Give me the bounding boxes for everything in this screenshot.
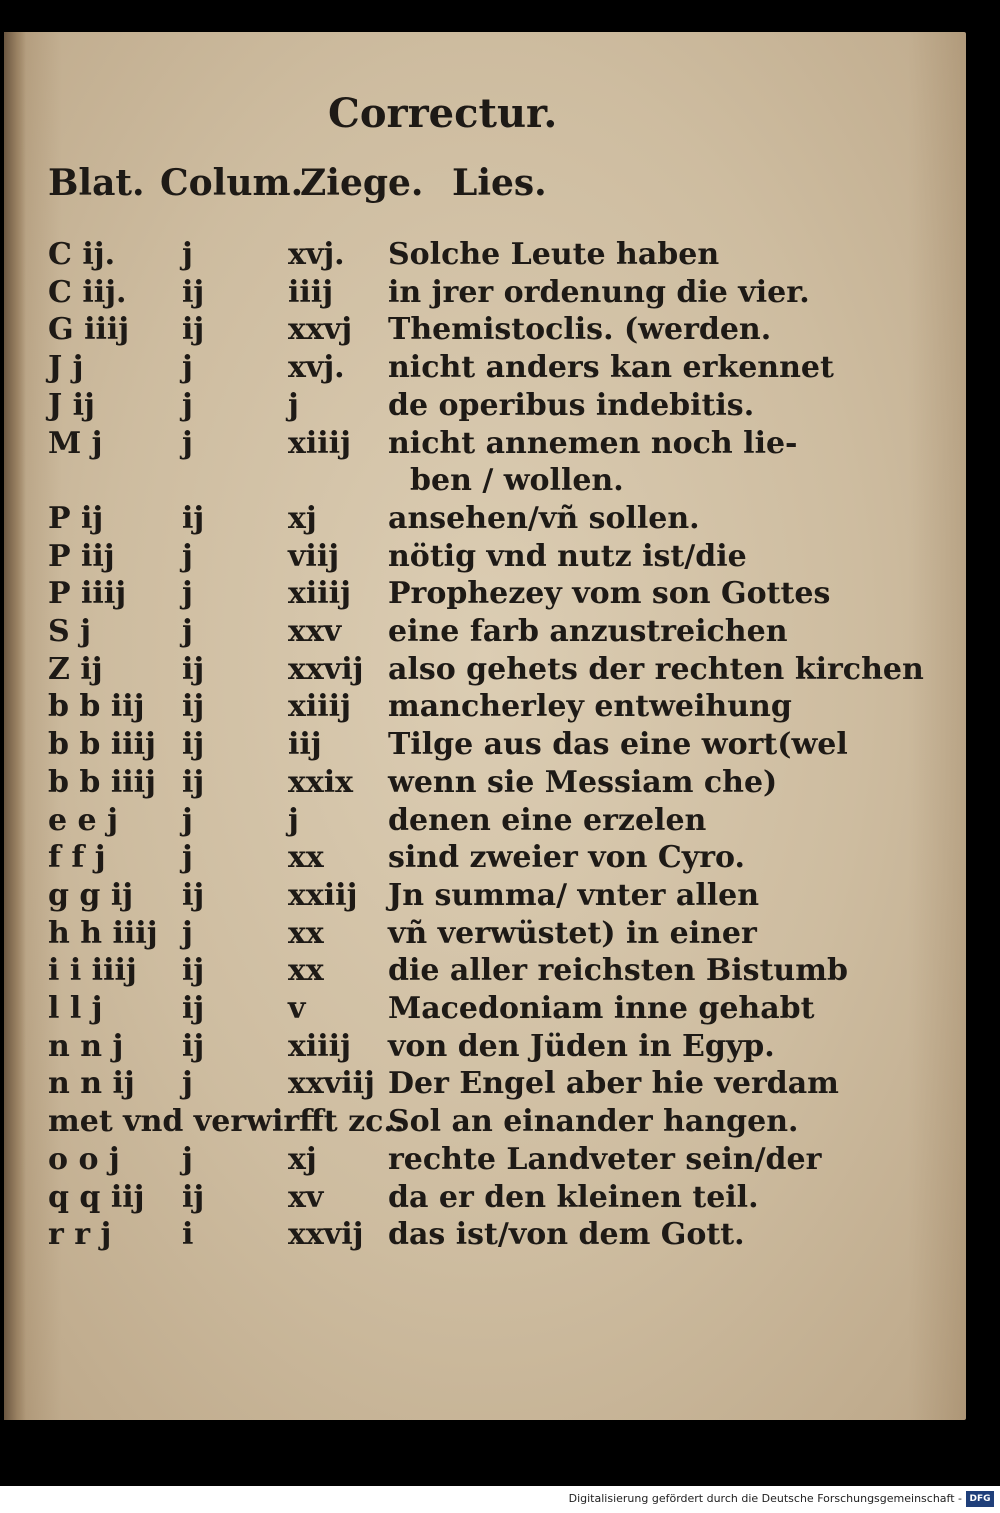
cell-colum: j [182, 425, 193, 461]
cell-ziege: xvj. [288, 350, 345, 386]
column-header-lies: Lies. [452, 162, 547, 204]
cell-lies: ansehen/vñ sollen. [388, 500, 700, 536]
cell-lies: Macedoniam inne gehabt [388, 991, 815, 1026]
cell-lies: Solche Leute haben [388, 237, 720, 272]
cell-colum: ij [182, 689, 205, 725]
cell-ziege: viij [288, 538, 340, 574]
cell-lies: in jrer ordenung die vier. [388, 274, 810, 310]
cell-colum: j [182, 576, 193, 612]
table-row [0, 425, 1000, 462]
cell-blat: J ij [48, 387, 95, 423]
cell-blat: C ij. [48, 237, 116, 272]
cell-ziege: xxvj [288, 312, 353, 348]
cell-ziege: xxiij [288, 877, 358, 913]
cell-colum: j [182, 802, 193, 838]
cell-blat: o o j [48, 1141, 120, 1177]
cell-colum: j [182, 1066, 193, 1102]
cell-lies: nötig vnd nutz ist/die [388, 538, 747, 574]
cell-lies: denen eine erzelen [388, 802, 707, 838]
cell-lies: rechte Landveter sein/der [388, 1141, 822, 1177]
table-row [0, 575, 1000, 612]
cell-ziege: xxviij [288, 1066, 375, 1102]
column-header-ziege: Ziege. [300, 162, 424, 204]
cell-colum: ij [182, 312, 205, 348]
cell-ziege: xx [288, 953, 324, 989]
cell-blat: r r j [48, 1217, 112, 1253]
table-row [0, 877, 1000, 914]
table-row [0, 1028, 1000, 1065]
cell-ziege: xxix [288, 764, 354, 800]
cell-colum: j [182, 538, 193, 574]
table-row [0, 349, 1000, 386]
cell-colum: j [182, 350, 193, 386]
cell-lies: da er den kleinen teil. [388, 1179, 759, 1215]
cell-ziege: iiij [288, 274, 334, 310]
cell-blat: b b iij [48, 689, 145, 725]
cell-ziege: xj [288, 500, 317, 536]
cell-ziege: j [288, 802, 299, 838]
cell-colum: j [182, 915, 193, 951]
dfg-logo: DFG [966, 1491, 994, 1507]
cell-blat: b b iiij [48, 764, 156, 800]
cell-ziege: xiiij [288, 689, 351, 725]
cell-ziege: xiiij [288, 425, 351, 461]
cell-lies: wenn sie Messiam che) [388, 764, 778, 800]
cell-ziege: xiiij [288, 576, 351, 612]
cell-ziege: v [288, 991, 306, 1026]
cell-lies: de operibus indebitis. [388, 387, 755, 423]
cell-blat: e e j [48, 802, 118, 838]
cell-lies: Jn summa/ vnter allen [388, 877, 760, 913]
cell-lies: das ist/von dem Gott. [388, 1217, 745, 1253]
digitization-footer [0, 1486, 1000, 1513]
table-row [0, 764, 1000, 801]
cell-blat: g g ij [48, 877, 134, 913]
cell-lies: von den Jüden in Egyp. [388, 1028, 775, 1064]
table-row [0, 1179, 1000, 1216]
column-header-blat: Blat. [48, 162, 145, 204]
cell-blat: q q iij [48, 1179, 145, 1215]
cell-ziege: j [288, 387, 299, 423]
funding-notice: Digitalisierung gefördert durch die Deutsche Forschungsgemeinschaft - [568, 1492, 962, 1505]
cell-colum: ij [182, 1028, 205, 1064]
cell-colum: j [182, 614, 193, 649]
table-row [0, 688, 1000, 725]
cell-colum: ij [182, 991, 205, 1026]
table-row [0, 538, 1000, 575]
cell-colum: i [182, 1217, 194, 1253]
cell-colum: ij [182, 651, 205, 687]
cell-blat: J j [48, 350, 84, 386]
cell-blat: M j [48, 425, 103, 461]
table-row [0, 952, 1000, 989]
table-row [0, 839, 1000, 876]
cell-blat: P ij [48, 500, 104, 536]
cell-colum: j [182, 1141, 193, 1177]
cell-colum: j [182, 237, 193, 272]
cell-lies: ben / wollen. [410, 463, 624, 499]
cell-blat: G iiij [48, 312, 130, 348]
cell-blat: n n j [48, 1028, 124, 1064]
cell-blat: i i iiij [48, 953, 137, 989]
cell-colum: j [182, 387, 193, 423]
cell-colum: ij [182, 764, 205, 800]
cell-colum: j [182, 840, 193, 876]
cell-ziege: xx [288, 915, 324, 951]
cell-lies: Tilge aus das eine wort(wel [388, 727, 848, 763]
table-row [0, 500, 1000, 537]
cell-ziege: xj [288, 1141, 317, 1177]
cell-blat: n n ij [48, 1066, 135, 1102]
cell-colum: ij [182, 877, 205, 913]
table-row [0, 236, 1000, 273]
table-row [0, 1216, 1000, 1253]
table-row [0, 802, 1000, 839]
table-row [0, 462, 1000, 499]
cell-ziege: xiiij [288, 1028, 351, 1064]
table-row [0, 651, 1000, 688]
cell-blat: b b iiij [48, 727, 156, 763]
table-row [0, 726, 1000, 763]
cell-blat: met vnd verwirfft zc.. [48, 1104, 405, 1140]
cell-lies: eine farb anzustreichen [388, 614, 788, 649]
cell-blat: f f j [48, 840, 106, 876]
cell-lies: vñ verwüstet) in einer [388, 915, 757, 951]
cell-lies: mancherley entweihung [388, 689, 792, 725]
cell-ziege: xvj. [288, 237, 345, 272]
cell-ziege: xxvij [288, 651, 364, 687]
cell-blat: C iij. [48, 274, 127, 310]
cell-ziege: xx [288, 840, 324, 876]
cell-lies: Sol an einander hangen. [388, 1104, 799, 1140]
cell-lies: Prophezey vom son Gottes [388, 576, 831, 612]
cell-blat: l l j [48, 991, 103, 1026]
cell-blat: Z ij [48, 651, 103, 687]
table-row [0, 1103, 1000, 1140]
cell-colum: ij [182, 274, 205, 310]
cell-ziege: xv [288, 1179, 324, 1215]
table-row [0, 915, 1000, 952]
cell-colum: ij [182, 727, 205, 763]
table-row [0, 613, 1000, 650]
cell-lies: sind zweier von Cyro. [388, 840, 745, 876]
cell-colum: ij [182, 953, 205, 989]
cell-lies: also gehets der rechten kirchen [388, 651, 924, 687]
table-row [0, 990, 1000, 1027]
cell-lies: nicht anders kan erkennet [388, 350, 834, 386]
cell-blat: S j [48, 614, 91, 649]
page-title: Correctur. [328, 90, 558, 137]
cell-ziege: xxv [288, 614, 342, 649]
cell-blat: h h iiij [48, 915, 158, 951]
table-row [0, 387, 1000, 424]
cell-blat: P iij [48, 538, 115, 574]
cell-blat: P iiij [48, 576, 127, 612]
table-row [0, 311, 1000, 348]
cell-lies: Der Engel aber hie verdam [388, 1066, 839, 1102]
column-header-colum: Colum. [160, 162, 304, 204]
cell-colum: ij [182, 500, 205, 536]
cell-lies: nicht annemen noch lie- [388, 425, 798, 461]
cell-colum: ij [182, 1179, 205, 1215]
table-row [0, 1065, 1000, 1102]
cell-ziege: iij [288, 727, 322, 763]
cell-ziege: xxvij [288, 1217, 364, 1253]
cell-lies: die aller reichsten Bistumb [388, 953, 848, 989]
table-row [0, 274, 1000, 311]
table-row [0, 1141, 1000, 1178]
cell-lies: Themistoclis. (werden. [388, 312, 772, 348]
